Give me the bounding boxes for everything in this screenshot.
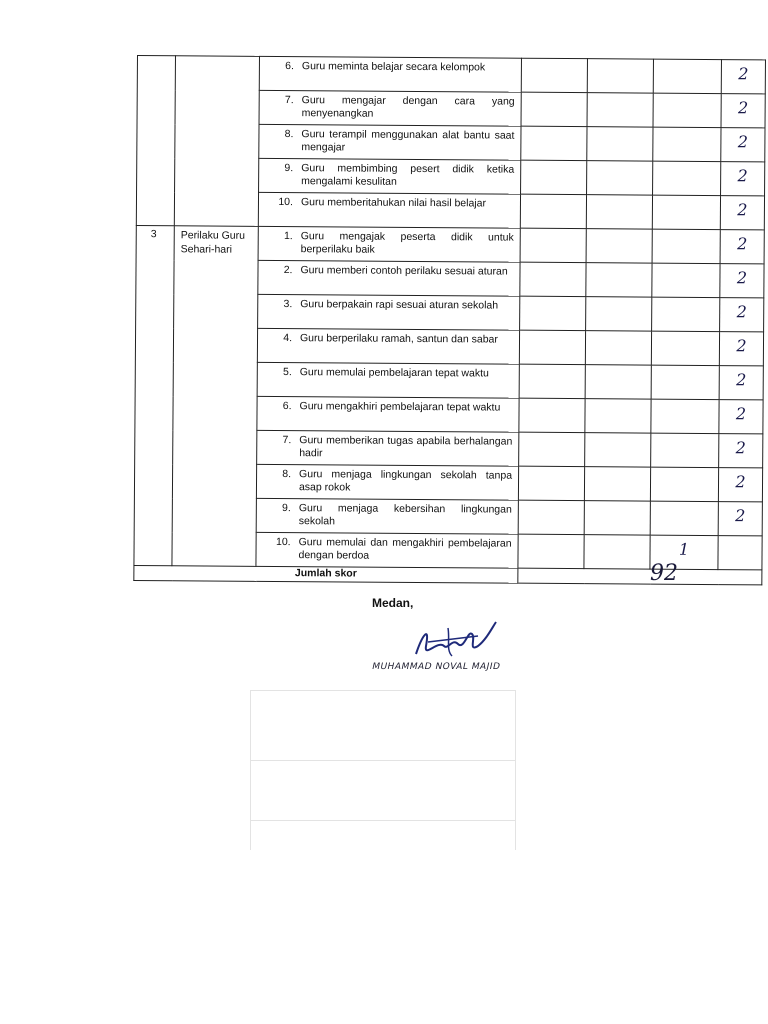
- indicator-cell: [259, 90, 521, 126]
- indicator-text: Guru menjaga kebersihan lingkungan sekolah: [298, 502, 512, 528]
- score-cell: [651, 331, 719, 365]
- score-mark-handwritten: 2: [721, 128, 765, 162]
- score-mark-handwritten: 2: [720, 298, 764, 332]
- indicator-cell: [258, 294, 520, 330]
- score-cell: [651, 365, 719, 399]
- score-cell: [518, 534, 584, 568]
- score-cell: [585, 331, 651, 365]
- indicator-cell: [257, 430, 519, 466]
- indicator-cell: [257, 328, 519, 364]
- signer-name-handwritten: MUHAMMAD NOVAL MAJID: [370, 662, 502, 672]
- score-cell: [650, 501, 718, 535]
- score-cell: [520, 296, 586, 330]
- indicator-number: 5.: [282, 366, 292, 379]
- indicator-number: 3.: [283, 298, 293, 311]
- total-label: Jumlah skor: [134, 565, 518, 583]
- score-mark-handwritten: 2: [721, 94, 765, 128]
- show-through-line: [250, 690, 251, 850]
- indicator-text: Guru menjaga lingkungan sekolah tanpa asap rokok: [298, 468, 513, 494]
- indicator-text: Guru meminta belajar secara kelompok: [301, 60, 486, 74]
- indicator-text: Guru membimbing pesert didik ketika mengalami kesulitan: [301, 162, 515, 188]
- aspect-cell: [174, 56, 259, 227]
- indicator-cell: [258, 226, 520, 262]
- score-cell: [652, 229, 720, 263]
- table-row: [136, 225, 764, 263]
- score-cell: [520, 262, 586, 296]
- score-mark-handwritten: 2: [720, 196, 764, 230]
- score-cell: [653, 127, 721, 161]
- score-cell: [519, 432, 585, 466]
- score-cell: [584, 501, 650, 535]
- score-cell: [520, 194, 586, 228]
- indicator-text: Guru memulai pembelajaran tepat waktu: [299, 366, 489, 380]
- assessment-table: [133, 55, 766, 585]
- indicator-number: 2.: [283, 264, 293, 277]
- score-cell: [519, 330, 585, 364]
- show-through-line: [250, 820, 515, 821]
- score-mark-handwritten: 2: [719, 400, 763, 434]
- indicator-number: 1.: [283, 230, 293, 243]
- indicator-cell: [257, 396, 519, 432]
- score-cell: [652, 195, 720, 229]
- score-cell: [652, 297, 720, 331]
- indicator-cell: [259, 158, 521, 194]
- score-cell: [651, 399, 719, 433]
- indicator-number: 10.: [275, 535, 291, 549]
- indicator-cell: [259, 124, 521, 160]
- score-mark-handwritten: 2: [719, 366, 763, 400]
- indicator-text: Guru memberikan tugas apabila berhalangan hadir: [299, 434, 513, 460]
- total-score-handwritten: 92: [650, 561, 678, 586]
- score-cell: [521, 92, 587, 126]
- score-cell: [587, 161, 653, 195]
- show-through-line: [515, 690, 516, 850]
- signature-place: Medan,: [372, 596, 414, 610]
- total-value-cell: [518, 568, 762, 585]
- indicator-number: 7.: [282, 434, 292, 447]
- score-mark-handwritten: 2: [720, 230, 764, 264]
- score-cell: [521, 126, 587, 160]
- score-cell: [718, 536, 762, 570]
- score-cell: [519, 364, 585, 398]
- indicator-text: Guru berpakain rapi sesuai aturan sekolah: [300, 298, 499, 312]
- indicator-cell: [258, 192, 520, 228]
- indicator-text: Guru mengakhiri pembelajaran tepat waktu: [299, 400, 501, 414]
- score-mark-handwritten: 2: [720, 264, 764, 298]
- indicator-text: Guru memberitahukan nilai hasil belajar: [300, 196, 487, 210]
- indicator-number: 8.: [282, 468, 292, 481]
- indicator-number: 7.: [284, 94, 294, 107]
- score-mark-handwritten: 2: [719, 434, 763, 468]
- indicator-number: 9.: [282, 502, 291, 515]
- score-cell: [652, 263, 720, 297]
- score-cell: [585, 433, 651, 467]
- score-cell: [587, 93, 653, 127]
- score-cell: [520, 228, 586, 262]
- score-cell: [585, 365, 651, 399]
- indicator-text: Guru mengajar dengan cara yang menyenangkan: [301, 94, 515, 120]
- table-row: [137, 56, 765, 94]
- indicator-cell: [259, 56, 521, 92]
- score-mark-handwritten: 2: [721, 60, 765, 94]
- indicator-number: 6.: [285, 60, 294, 73]
- indicator-text: Guru terampil menggunakan alat bantu saat mengajar: [301, 128, 515, 154]
- score-cell: [519, 398, 585, 432]
- score-cell: [653, 161, 721, 195]
- score-cell: [518, 500, 584, 534]
- row-number-cell: [136, 56, 175, 226]
- score-cell: [586, 297, 652, 331]
- score-mark-handwritten: 1: [650, 535, 718, 569]
- indicator-cell: [256, 464, 518, 500]
- score-cell: [584, 467, 650, 501]
- score-cell: [651, 433, 719, 467]
- aspect-cell: Perilaku Guru Sehari-hari: [172, 226, 258, 567]
- score-cell: [586, 229, 652, 263]
- signature-scribble: [408, 616, 498, 662]
- score-cell: [586, 195, 652, 229]
- indicator-number: 4.: [283, 332, 293, 345]
- indicator-cell: [258, 260, 520, 296]
- show-through-line: [250, 760, 515, 761]
- score-mark-handwritten: 2: [718, 468, 762, 502]
- score-cell: [587, 127, 653, 161]
- score-mark-handwritten: 2: [719, 332, 763, 366]
- score-cell: [521, 160, 587, 194]
- score-cell: [584, 535, 650, 569]
- indicator-cell: [256, 498, 518, 534]
- score-mark-handwritten: 2: [718, 502, 762, 536]
- score-cell: [650, 467, 718, 501]
- indicator-number: 10.: [278, 195, 294, 209]
- score-cell: [653, 93, 721, 127]
- score-cell: [587, 59, 653, 93]
- indicator-text: Guru berperilaku ramah, santun dan sabar: [299, 332, 498, 346]
- score-cell: [521, 58, 587, 92]
- score-cell: [585, 399, 651, 433]
- indicator-number: 8.: [284, 128, 294, 141]
- indicator-text: Guru memberi contoh perilaku sesuai aturan: [300, 264, 508, 278]
- indicator-number: 6.: [282, 400, 292, 413]
- score-cell: [586, 263, 652, 297]
- indicator-cell: [256, 532, 518, 568]
- indicator-text: Guru mengajak peserta didik untuk berperilaku baik: [300, 230, 514, 256]
- indicator-cell: [257, 362, 519, 398]
- score-mark-handwritten: 2: [721, 162, 765, 196]
- indicator-number: 9.: [284, 162, 294, 175]
- score-cell: [653, 59, 721, 93]
- row-number-cell: 3: [134, 225, 174, 565]
- indicator-text: Guru memulai dan mengakhiri pembelajaran dengan berdoa: [298, 536, 512, 562]
- show-through-line: [250, 690, 515, 691]
- score-cell: [518, 466, 584, 500]
